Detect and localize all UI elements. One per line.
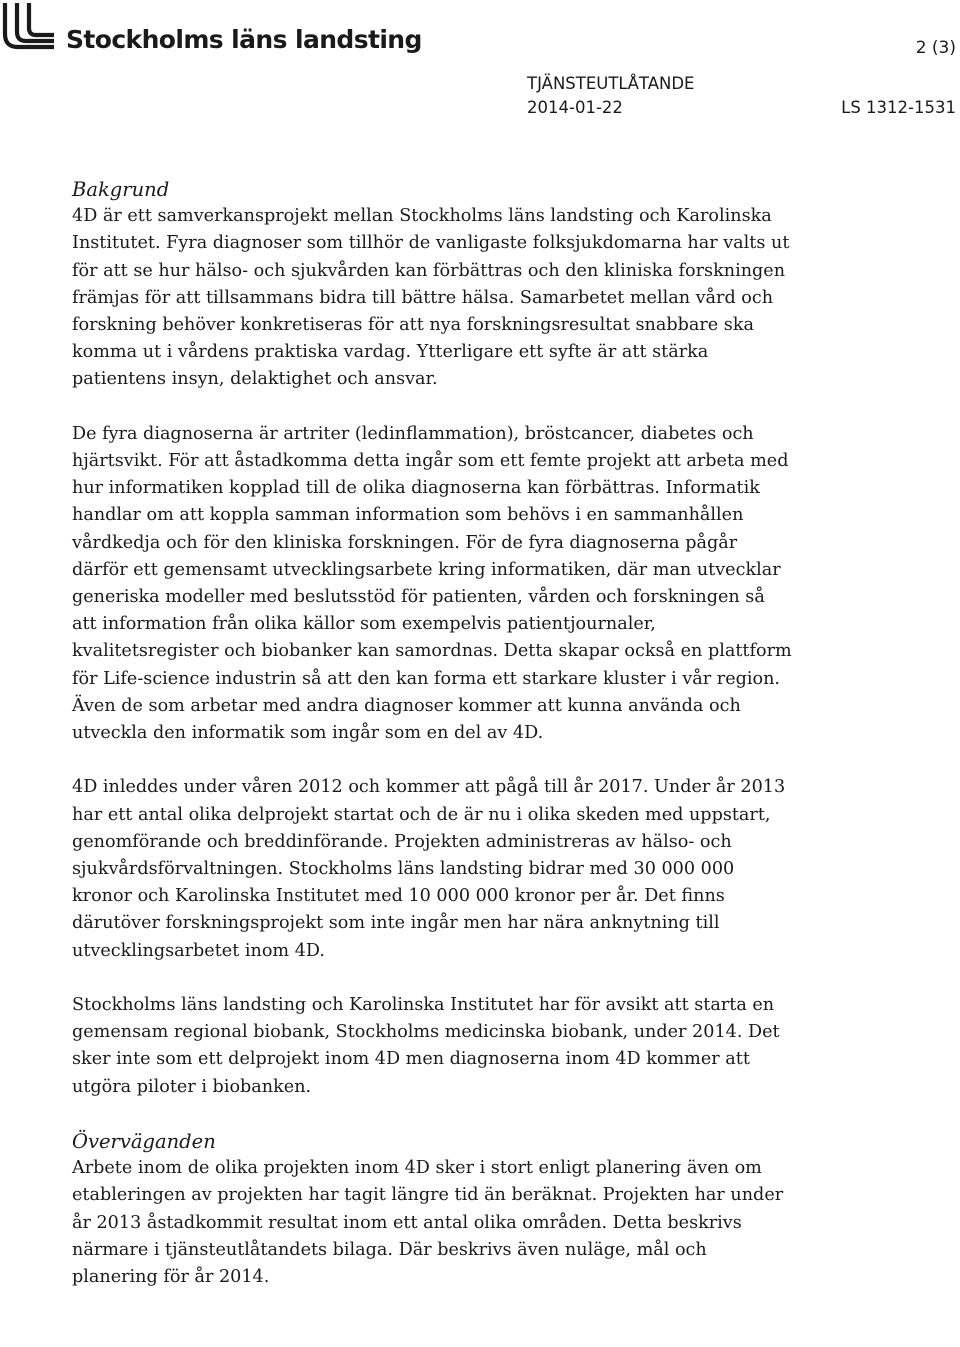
document-date: 2014-01-22 bbox=[527, 98, 623, 117]
section-heading-bakgrund: Bakgrund bbox=[72, 178, 170, 201]
paragraph: Arbete inom de olika projekten inom 4D sker i stort enligt planering även om etableringen av projekten har tagit längre tid än beräknat. Projekten har under år 2013 åstadkommit resultat inom ett antal olika områden. Detta beskrivs närmare i tjänsteutlåtandets bilaga. Där beskrivs även nuläge, mål och planering för år 2014. bbox=[72, 1158, 784, 1288]
paragraph: 4D är ett samverkansprojekt mellan Stockholms läns landsting och Karolinska Institutet. Fyra diagnoser som tillhör de vanligaste folksjukdomarna har valts ut för att se hur hälso- och sjukvården kan förbättras och den kliniska forskningen främjas för att tillsammans bidra till bättre hälsa. Samarbetet mellan vård och forskning behöver konkretiseras för att nya forskningsresultat snabbare ska komma ut i vårdens praktiska vardag. Ytterligare ett syfte är att stärka patientens insyn, delaktighet och ansvar. bbox=[72, 206, 790, 390]
document-type: TJÄNSTEUTLÅTANDE bbox=[527, 74, 695, 93]
paragraph: De fyra diagnoserna är artriter (ledinflammation), bröstcancer, diabetes och hjärtsvikt. För att åstadkomma detta ingår som ett femte projekt att arbeta med hur informatiken kopplad till de olika diagnoserna kan förbättras. Informatik handlar om att koppla samman information som behövs i en sammanhållen vårdkedja och för den kliniska forskningen. För de fyra diagnoserna pågår därför ett gemensamt utvecklingsarbete kring informatiken, där man utvecklar generiska modeller med beslutsstöd för patienten, vården och forskningen så att information från olika källor som exempelvis patientjournaler, kvalitetsregister och biobanker kan samordnas. Detta skapar också en plattform för Life-science industrin så att den kan forma ett starkare kluster i vår region. Även de som arbetar med andra diagnoser kommer att kunna använda och utveckla den informatik som ingår som en del av 4D. bbox=[72, 423, 792, 744]
section-heading-overvaganden: Överväganden bbox=[72, 1130, 216, 1154]
organization-logo bbox=[0, 0, 422, 56]
document-body bbox=[72, 176, 794, 1291]
document-reference: LS 1312-1531 bbox=[841, 98, 956, 117]
page-number: 2 (3) bbox=[915, 38, 956, 58]
organization-name: Stockholms läns landsting bbox=[66, 24, 422, 54]
paragraph: Stockholms läns landsting och Karolinska Institutet har för avsikt att starta en gemensam regional biobank, Stockholms medicinska biobank, under 2014. Det sker inte som ett delprojekt inom 4D men diagnoserna inom 4D kommer att utgöra piloter i biobanken. bbox=[72, 995, 780, 1097]
sll-logo-mark-icon bbox=[0, 0, 60, 56]
paragraph: 4D inleddes under våren 2012 och kommer att pågå till år 2017. Under år 2013 har ett antal olika delprojekt startat och de är nu i olika skeden med uppstart, genomförande och breddinförande. Projekten administreras av hälso- och sjukvårdsförvaltningen. Stockholms läns landsting bidrar med 30 000 000 kronor och Karolinska Institutet med 10 000 000 kronor per år. Det finns därutöver forskningsprojekt som inte ingår men har nära anknytning till utvecklingsarbetet inom 4D. bbox=[72, 777, 786, 961]
